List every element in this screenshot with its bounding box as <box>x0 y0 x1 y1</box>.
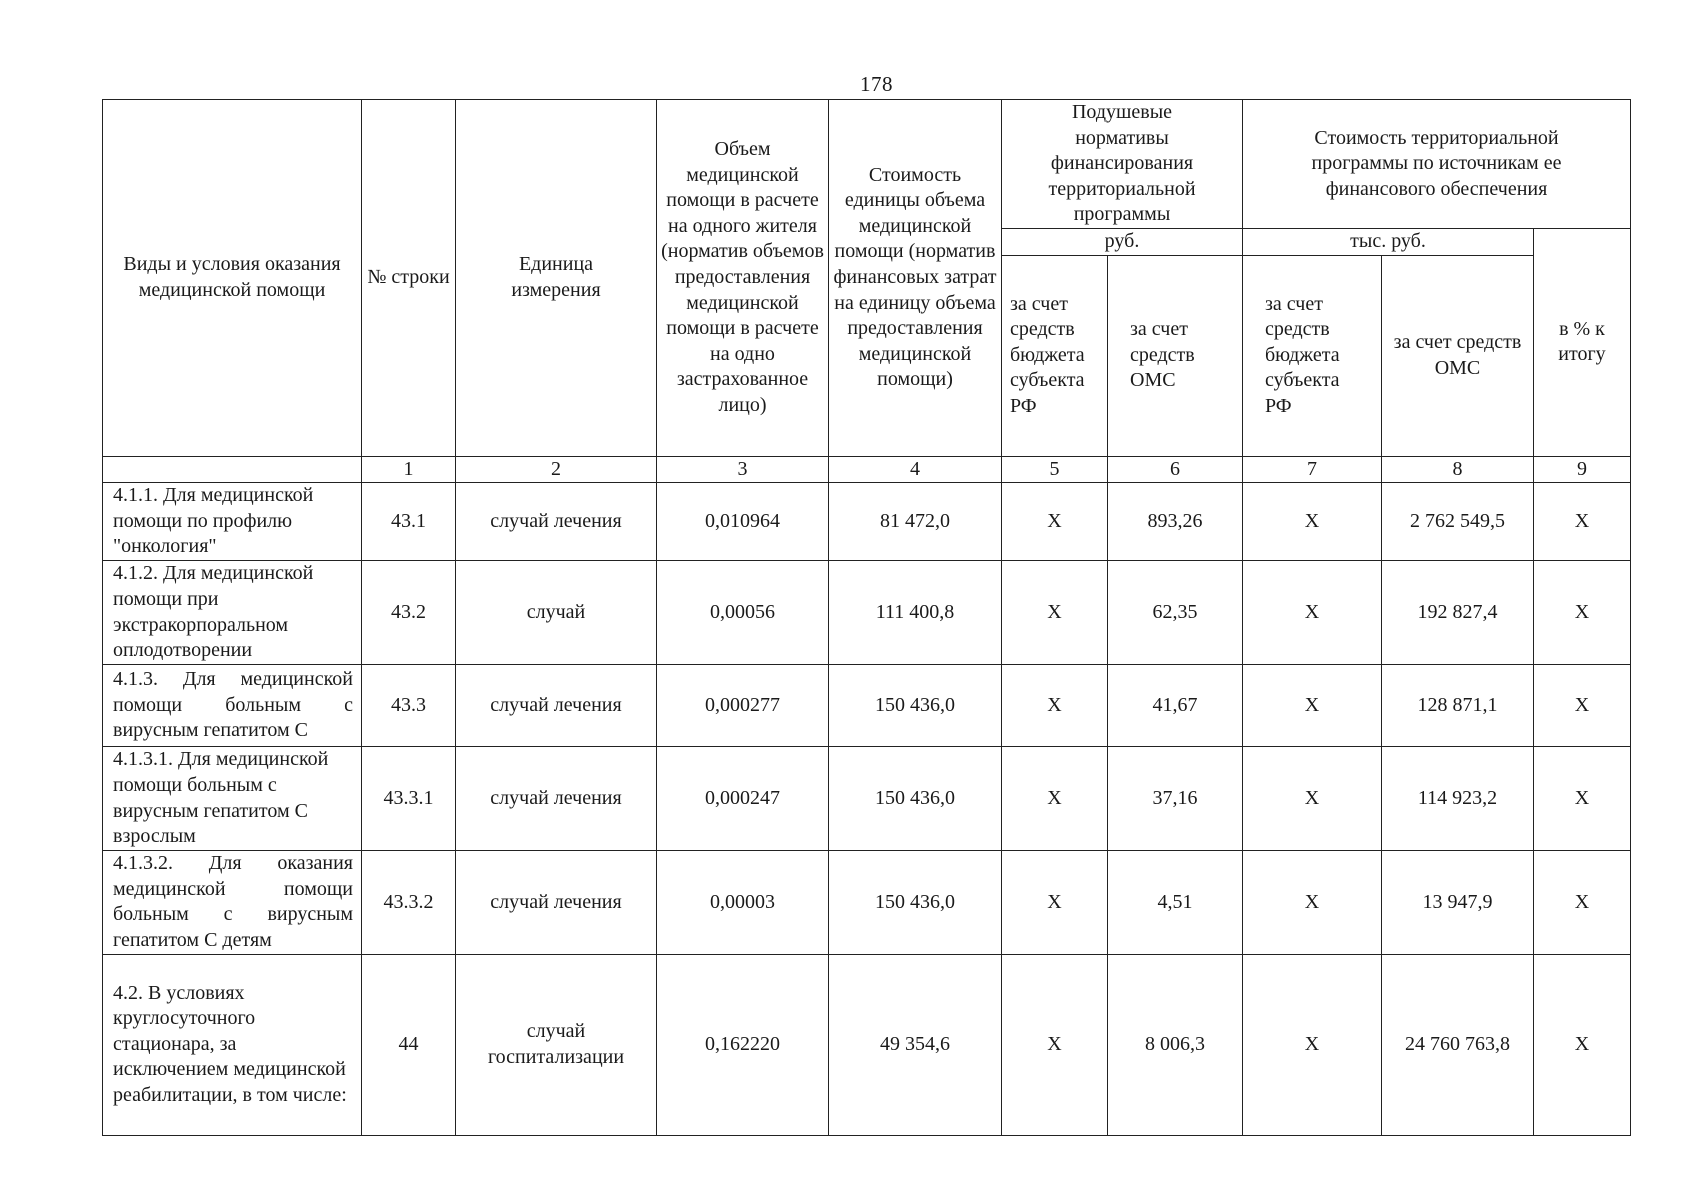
column-number: 2 <box>456 456 657 483</box>
table-row <box>103 665 1631 747</box>
care-type-cell: 4.1.2. Для медицинской помощи при экстракорпоральном оплодотворении <box>103 561 362 665</box>
column-number: 4 <box>829 456 1002 483</box>
care-type-cell: 4.1.3.2. Для оказания медицинской помощи больным с вирусным гепатитом С детям <box>103 851 362 954</box>
column-number: 6 <box>1108 456 1243 483</box>
header-unit-thous-rub: тыс. руб. <box>1243 228 1534 255</box>
cost-cell: 111 400,8 <box>829 561 1002 665</box>
column-number: 5 <box>1002 456 1108 483</box>
header-program-cost: Стоимость территориальной программы по источникам ее финансового обеспечения <box>1243 100 1631 229</box>
table-row <box>103 561 1631 665</box>
table-row <box>103 851 1631 954</box>
budget-rub-cell: Х <box>1002 954 1108 1135</box>
header-row-top <box>103 100 1631 229</box>
oms-thous-cell: 24 760 763,8 <box>1382 954 1534 1135</box>
budget-thous-cell: Х <box>1243 561 1382 665</box>
unit-cell: случай лечения <box>456 483 657 561</box>
care-type-cell: 4.2. В условиях круглосуточного стационара, за исключением медицинской реабилитации, в том числе: <box>103 954 362 1135</box>
volume-cell: 0,162220 <box>657 954 829 1135</box>
cost-cell: 81 472,0 <box>829 483 1002 561</box>
volume-cell: 0,000247 <box>657 747 829 851</box>
unit-cell: случай <box>456 561 657 665</box>
header-type-of-care: Виды и условия оказания медицинской помощи <box>103 100 362 457</box>
row-number-cell: 43.2 <box>362 561 456 665</box>
budget-rub-cell: Х <box>1002 851 1108 954</box>
budget-rub-cell: Х <box>1002 665 1108 747</box>
unit-cell: случай лечения <box>456 747 657 851</box>
pct-cell: Х <box>1534 954 1631 1135</box>
oms-thous-cell: 192 827,4 <box>1382 561 1534 665</box>
table-row <box>103 483 1631 561</box>
row-number-cell: 43.3 <box>362 665 456 747</box>
oms-rub-cell: 37,16 <box>1108 747 1243 851</box>
cost-cell: 49 354,6 <box>829 954 1002 1135</box>
unit-cell: случай лечения <box>456 665 657 747</box>
volume-cell: 0,000277 <box>657 665 829 747</box>
cost-cell: 150 436,0 <box>829 665 1002 747</box>
pct-cell: Х <box>1534 747 1631 851</box>
budget-thous-cell: Х <box>1243 851 1382 954</box>
header-src-oms-rub: за счет средств ОМС <box>1108 255 1243 456</box>
care-type-cell: 4.1.1. Для медицинской помощи по профилю "онкология" <box>103 483 362 561</box>
table-row <box>103 954 1631 1135</box>
unit-cell: случай лечения <box>456 851 657 954</box>
cost-cell: 150 436,0 <box>829 747 1002 851</box>
oms-rub-cell: 893,26 <box>1108 483 1243 561</box>
volume-cell: 0,00056 <box>657 561 829 665</box>
care-type-cell: 4.1.3.1. Для медицинской помощи больным с вирусным гепатитом С взрослым <box>103 747 362 851</box>
budget-rub-cell: Х <box>1002 747 1108 851</box>
column-number <box>103 456 362 483</box>
pct-cell: Х <box>1534 665 1631 747</box>
oms-thous-cell: 13 947,9 <box>1382 851 1534 954</box>
pct-cell: Х <box>1534 483 1631 561</box>
unit-cell: случай госпитализации <box>456 954 657 1135</box>
header-src-oms-thous: за счет средств ОМС <box>1382 255 1534 456</box>
volume-cell: 0,00003 <box>657 851 829 954</box>
header-unit-rub: руб. <box>1002 228 1243 255</box>
row-number-cell: 43.3.1 <box>362 747 456 851</box>
pct-cell: Х <box>1534 851 1631 954</box>
row-number-cell: 44 <box>362 954 456 1135</box>
table-row <box>103 747 1631 851</box>
medical-care-cost-table <box>102 99 1631 1136</box>
budget-rub-cell: Х <box>1002 561 1108 665</box>
header-src-budget-rub: за счет средств бюджета субъекта РФ <box>1002 255 1108 456</box>
column-number: 7 <box>1243 456 1382 483</box>
header-unit: Единица измерения <box>456 100 657 457</box>
header-unit-cost: Стоимость единицы объема медицинской помощи (норматив финансовых затрат на единицу объема предоставления медицинской помощи) <box>829 100 1002 457</box>
oms-rub-cell: 8 006,3 <box>1108 954 1243 1135</box>
oms-rub-cell: 41,67 <box>1108 665 1243 747</box>
cost-cell: 150 436,0 <box>829 851 1002 954</box>
header-row-number: № строки <box>362 100 456 457</box>
budget-thous-cell: Х <box>1243 954 1382 1135</box>
oms-rub-cell: 4,51 <box>1108 851 1243 954</box>
column-number: 3 <box>657 456 829 483</box>
oms-rub-cell: 62,35 <box>1108 561 1243 665</box>
oms-thous-cell: 114 923,2 <box>1382 747 1534 851</box>
budget-thous-cell: Х <box>1243 665 1382 747</box>
header-per-capita-norms: Подушевые нормативы финансирования территориальной программы <box>1002 100 1243 229</box>
row-number-cell: 43.3.2 <box>362 851 456 954</box>
column-number: 1 <box>362 456 456 483</box>
volume-cell: 0,010964 <box>657 483 829 561</box>
pct-cell: Х <box>1534 561 1631 665</box>
header-src-budget-thous: за счет средств бюджета субъекта РФ <box>1243 255 1382 456</box>
budget-thous-cell: Х <box>1243 483 1382 561</box>
row-number-cell: 43.1 <box>362 483 456 561</box>
header-volume: Объем медицинской помощи в расчете на одного жителя (норматив объемов предоставления медицинской помощи в расчете на одно застрахованное лицо) <box>657 100 829 457</box>
budget-rub-cell: Х <box>1002 483 1108 561</box>
header-column-numbers <box>103 456 1631 483</box>
page-number: 178 <box>860 72 893 96</box>
column-number: 8 <box>1382 456 1534 483</box>
care-type-cell: 4.1.3. Для медицинской помощи больным с вирусным гепатитом С <box>103 665 362 747</box>
header-pct-total: в % к итогу <box>1534 228 1631 456</box>
oms-thous-cell: 2 762 549,5 <box>1382 483 1534 561</box>
column-number: 9 <box>1534 456 1631 483</box>
budget-thous-cell: Х <box>1243 747 1382 851</box>
oms-thous-cell: 128 871,1 <box>1382 665 1534 747</box>
